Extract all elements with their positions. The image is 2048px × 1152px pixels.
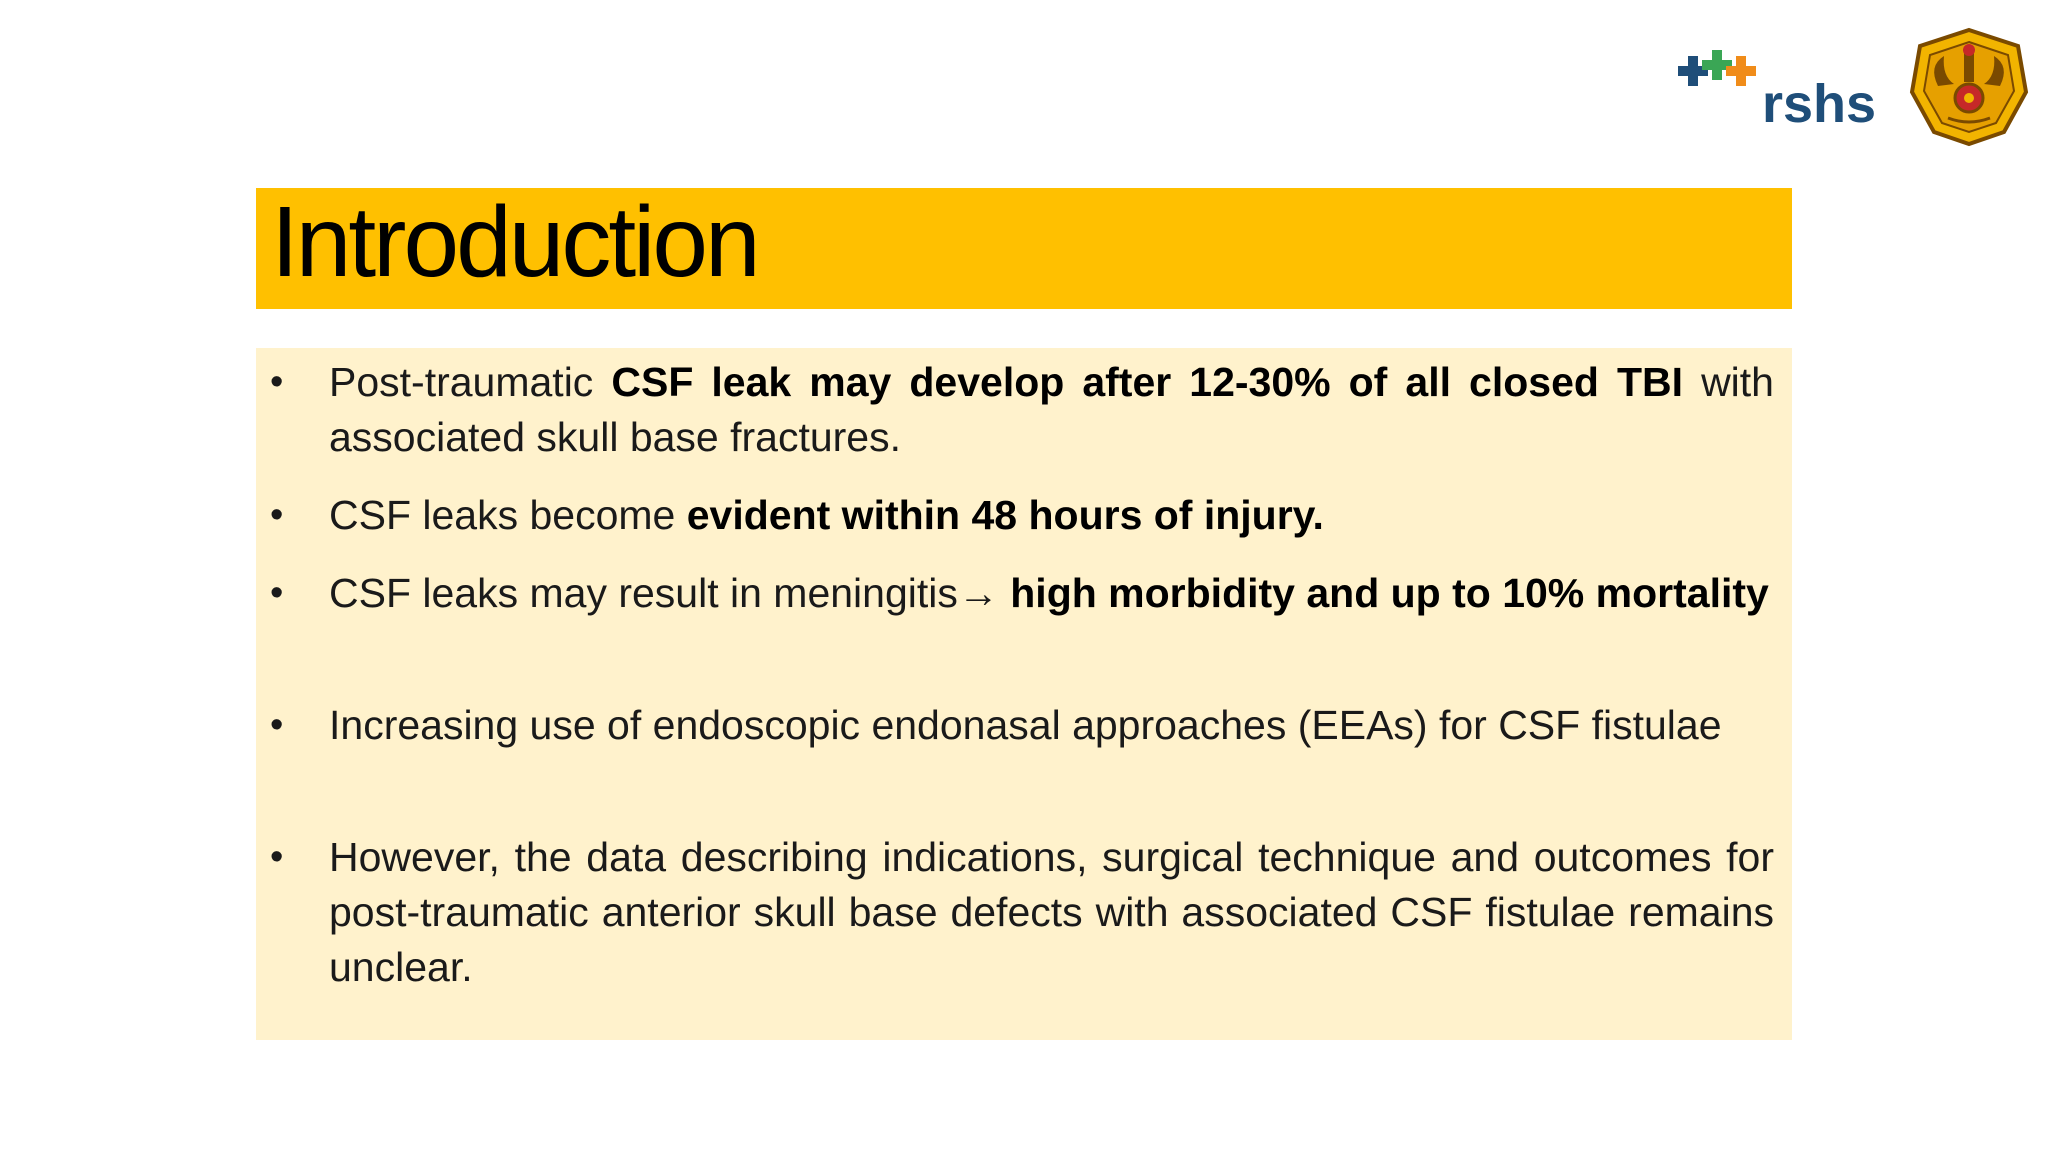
bullet-item: • Post-traumatic CSF leak may develop after 12-30% of all closed TBI with associated skull base fractures. bbox=[256, 355, 1792, 465]
university-seal-icon bbox=[1908, 26, 2030, 148]
rshs-logo bbox=[1678, 50, 1903, 130]
rshs-logo-text: rshs bbox=[1762, 74, 1877, 130]
bullet-item: • Increasing use of endoscopic endonasal approaches (EEAs) for CSF fistulae bbox=[256, 698, 1792, 753]
content-panel bbox=[256, 348, 1792, 1040]
medical-cross-logo-icon bbox=[1678, 50, 1903, 130]
bullet-item: • CSF leaks may result in meningitis→ high morbidity and up to 10% mortality bbox=[256, 566, 1792, 621]
arrow-icon: → bbox=[957, 570, 999, 616]
title-bar bbox=[256, 188, 1792, 309]
bullet-item: • However, the data describing indications, surgical technique and outcomes for post-traumatic anterior skull base defects with associated CSF fistulae remains unclear. bbox=[256, 830, 1792, 995]
bullet-item: • CSF leaks become evident within 48 hours of injury. bbox=[256, 488, 1792, 543]
slide-title: Introduction bbox=[271, 188, 758, 298]
